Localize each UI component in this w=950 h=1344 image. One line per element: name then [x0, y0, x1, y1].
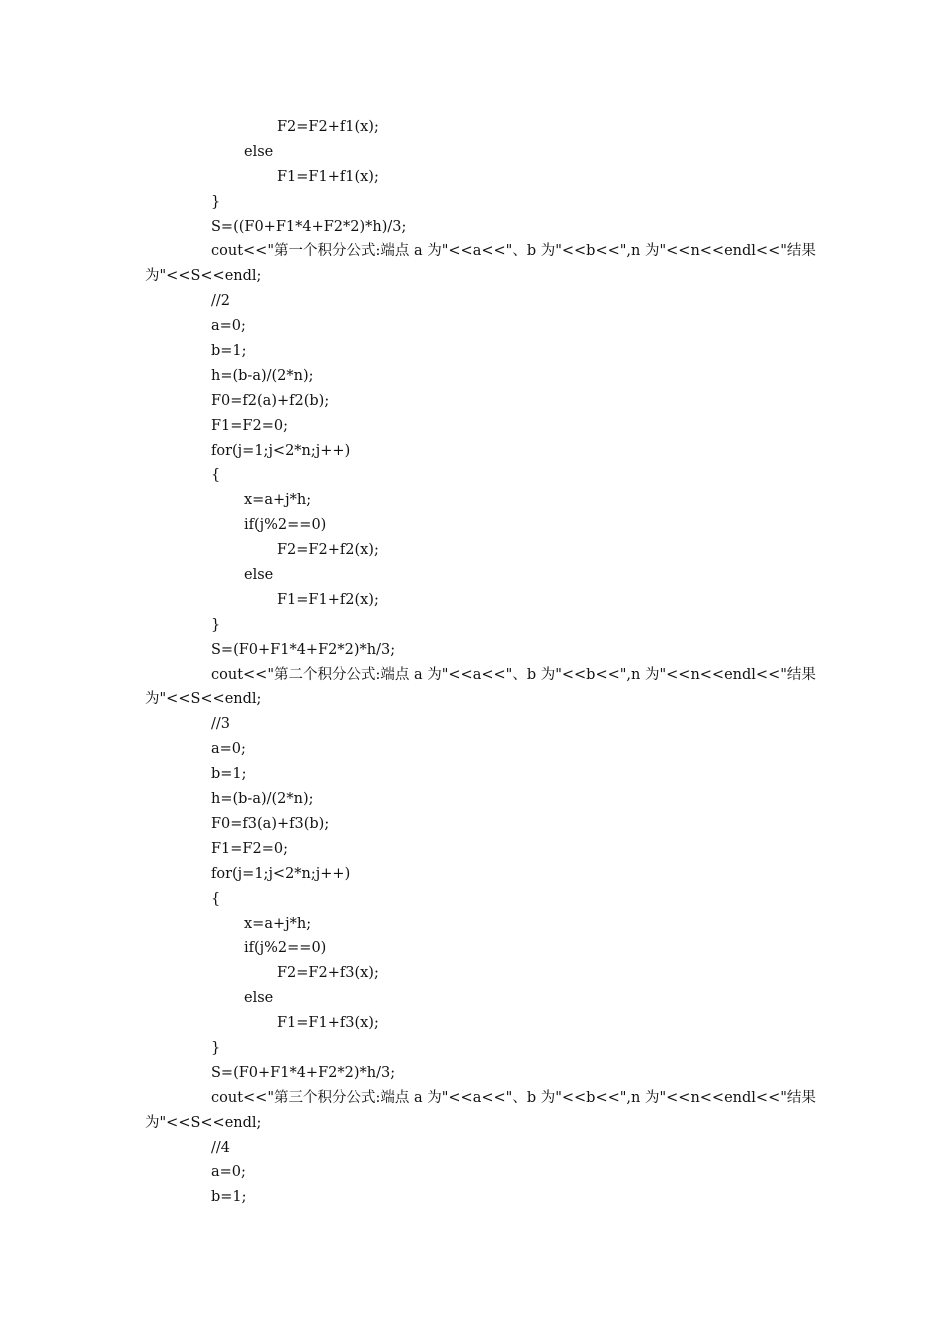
code-line: else — [244, 567, 274, 584]
code-line: cout<<"第二个积分公式:端点 a 为"<<a<<"、b 为"<<b<<",n 为"<<n<<endl<<"结果 — [211, 666, 816, 683]
code-line: x=a+j*h; — [244, 915, 312, 932]
code-line: { — [211, 467, 221, 484]
code-line: if(j%2==0) — [244, 940, 327, 957]
code-line: //3 — [211, 716, 230, 733]
code-line: F1=F2=0; — [211, 417, 288, 434]
code-line: a=0; — [211, 318, 246, 335]
code-line: for(j=1;j<2*n;j++) — [211, 865, 351, 882]
code-line: { — [211, 890, 221, 907]
code-line: F1=F2=0; — [211, 840, 288, 857]
code-line: a=0; — [211, 1164, 246, 1181]
code-line: if(j%2==0) — [244, 517, 327, 534]
code-line: b=1; — [211, 766, 247, 783]
code-line: cout<<"第一个积分公式:端点 a 为"<<a<<"、b 为"<<b<<",n 为"<<n<<endl<<"结果 — [211, 243, 816, 260]
code-line: F0=f2(a)+f2(b); — [211, 392, 330, 409]
code-line: S=(F0+F1*4+F2*2)*h/3; — [211, 641, 396, 658]
code-line: 为"<<S<<endl; — [145, 268, 262, 285]
code-line: a=0; — [211, 741, 246, 758]
code-line: //4 — [211, 1139, 230, 1156]
code-line: 为"<<S<<endl; — [145, 691, 262, 708]
code-line: b=1; — [211, 1189, 247, 1206]
code-line: F2=F2+f1(x); — [277, 119, 379, 135]
code-line: F1=F1+f1(x); — [277, 168, 379, 185]
code-line: //2 — [211, 293, 230, 310]
code-line: b=1; — [211, 343, 247, 360]
code-line: F1=F1+f2(x); — [277, 591, 379, 608]
code-line: x=a+j*h; — [244, 492, 312, 509]
code-line: S=(F0+F1*4+F2*2)*h/3; — [211, 1064, 396, 1081]
code-line: } — [211, 193, 221, 210]
code-line: } — [211, 1039, 221, 1056]
code-line: } — [211, 616, 221, 633]
code-line: F0=f3(a)+f3(b); — [211, 815, 330, 832]
code-line: h=(b-a)/(2*n); — [211, 367, 314, 384]
code-line: else — [244, 990, 274, 1007]
code-line: F2=F2+f3(x); — [277, 965, 379, 982]
code-listing — [145, 115, 815, 1210]
code-line: else — [244, 143, 274, 160]
code-line: 为"<<S<<endl; — [145, 1114, 262, 1131]
code-line: for(j=1;j<2*n;j++) — [211, 442, 351, 459]
code-line: h=(b-a)/(2*n); — [211, 791, 314, 808]
code-line: F2=F2+f2(x); — [277, 542, 379, 559]
code-line: S=((F0+F1*4+F2*2)*h)/3; — [211, 218, 407, 235]
code-line: cout<<"第三个积分公式:端点 a 为"<<a<<"、b 为"<<b<<",n 为"<<n<<endl<<"结果 — [211, 1089, 816, 1106]
code-line: F1=F1+f3(x); — [277, 1015, 379, 1032]
